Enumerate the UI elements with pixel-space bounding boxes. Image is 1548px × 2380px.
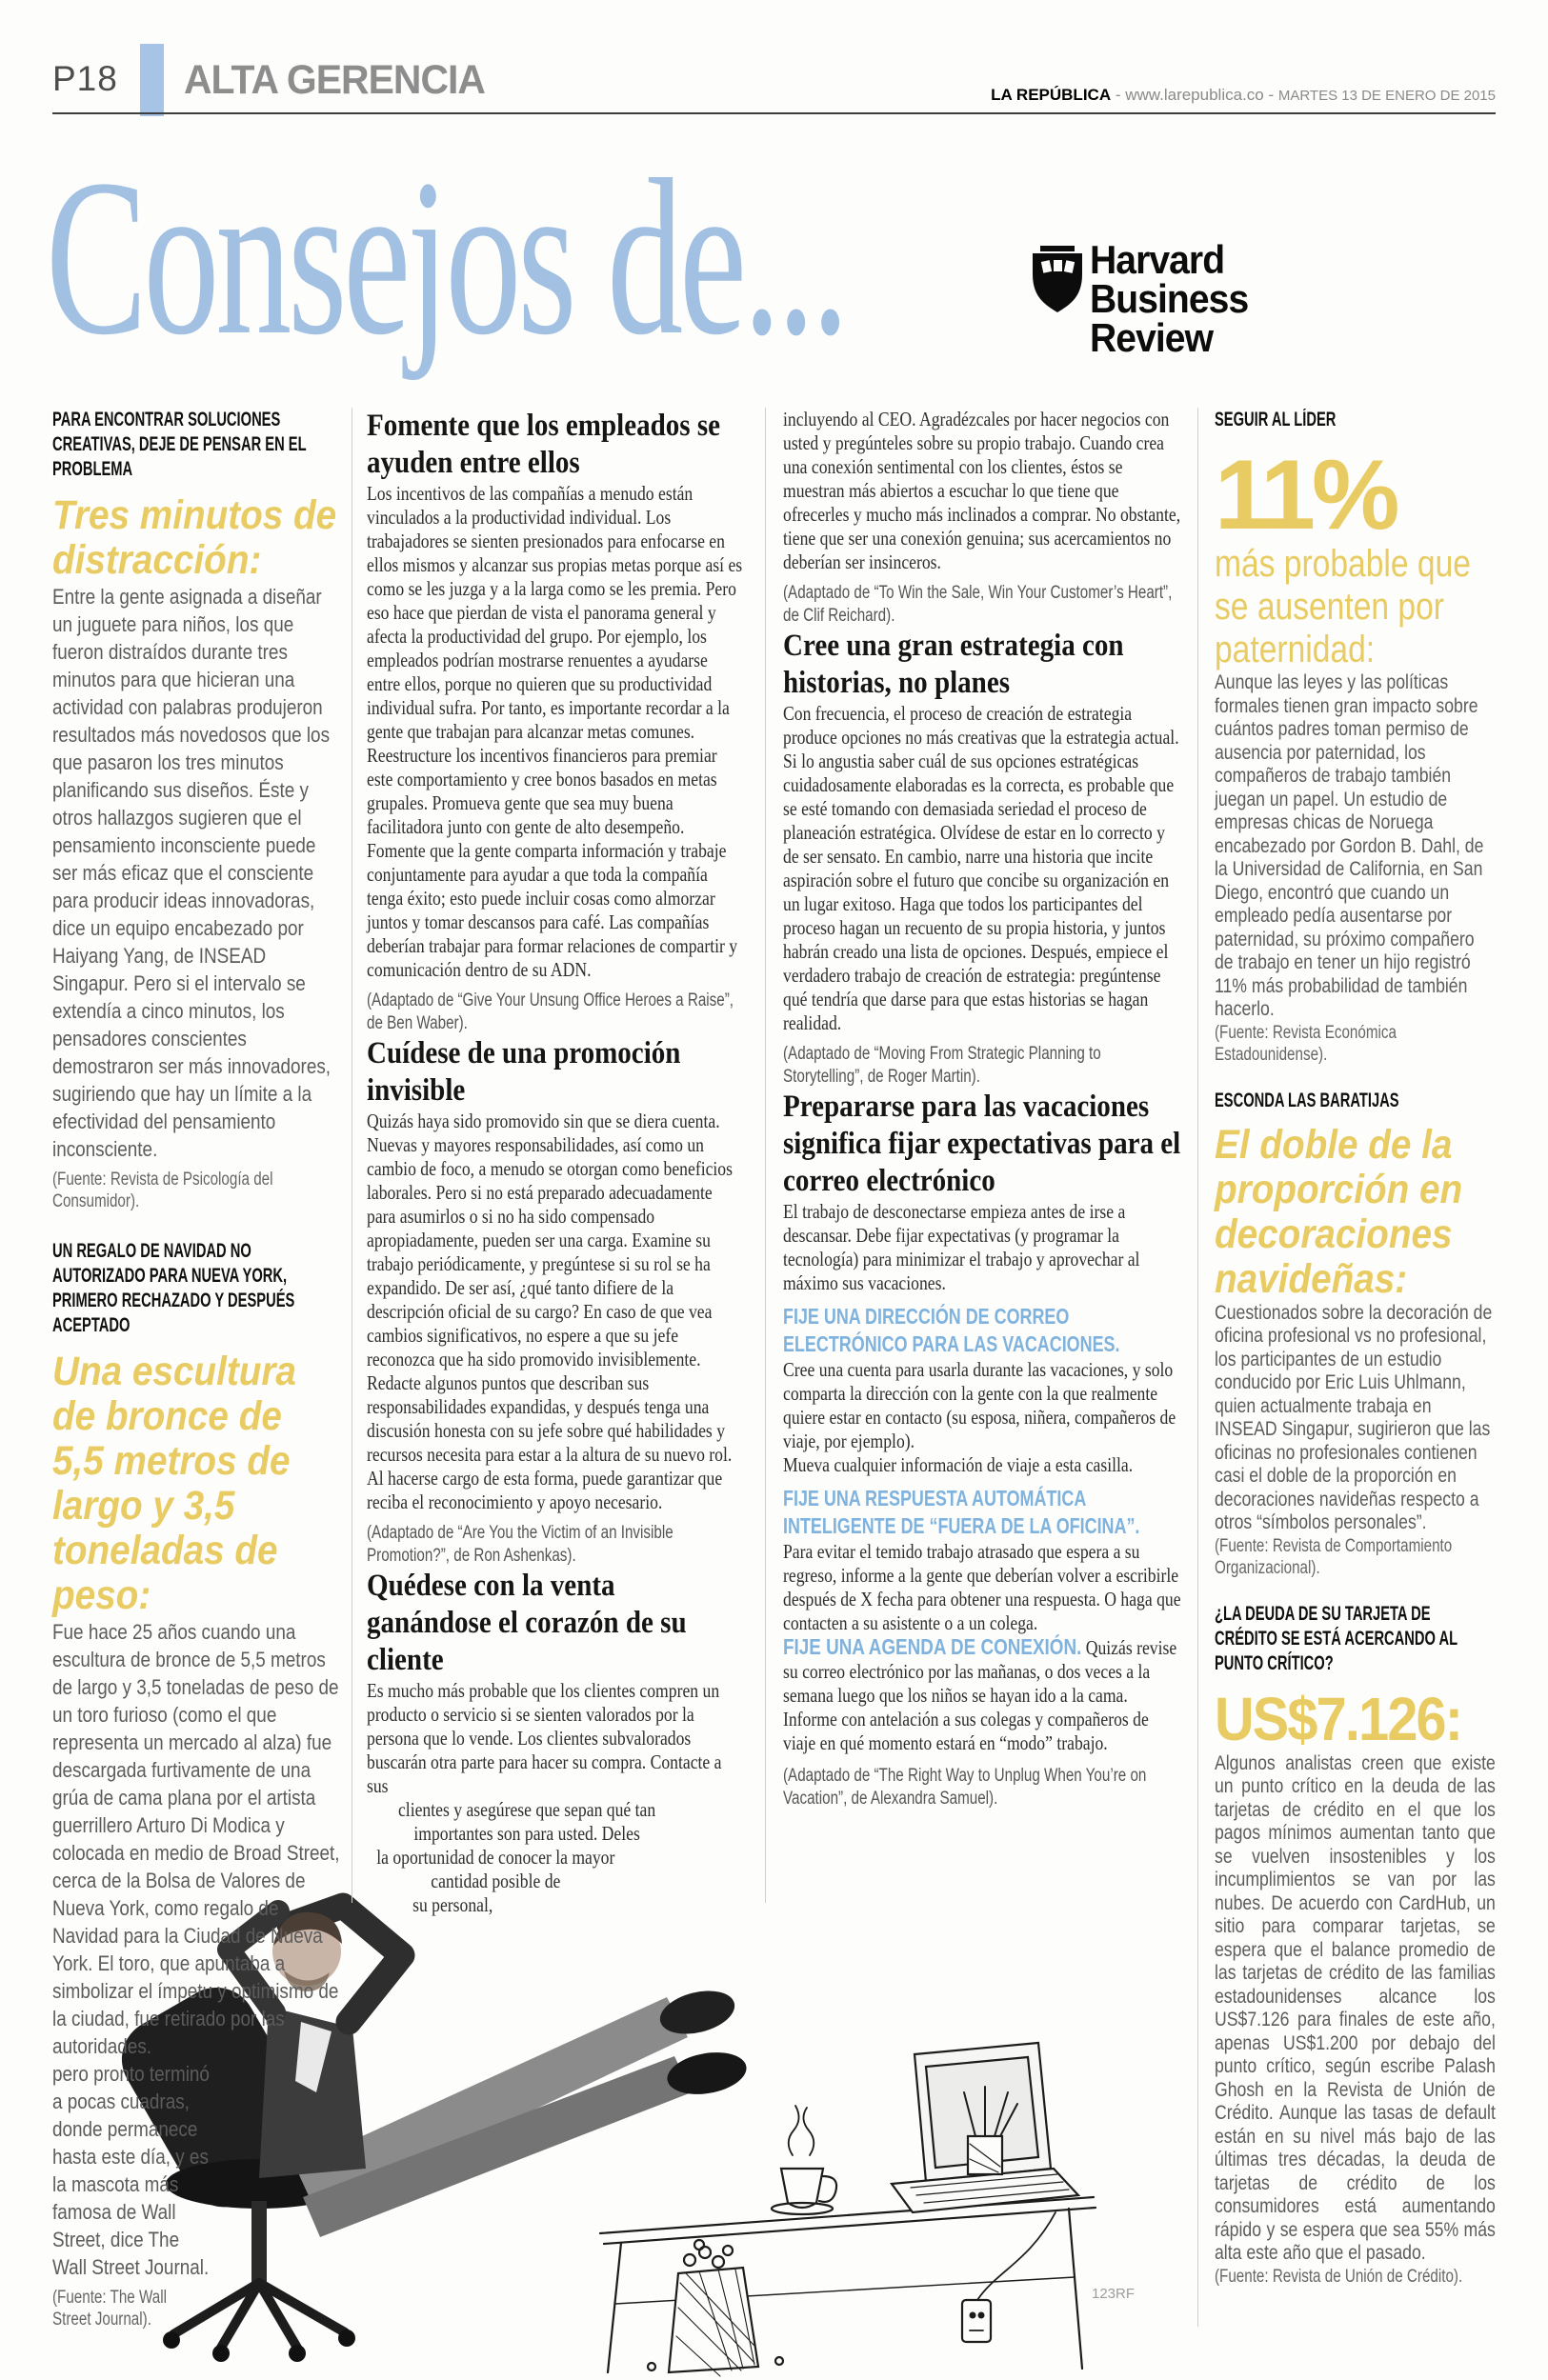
story-subhead: FIJE UNA DIRECCIÓN DE CORREO ELECTRÓNICO PARA LAS VACACIONES. bbox=[783, 1304, 1120, 1356]
story-source: (Fuente: Revista de Comportamiento Organizacional). bbox=[1215, 1535, 1453, 1578]
wastebasket-icon bbox=[648, 2240, 783, 2376]
story-kicker: ¿LA DEUDA DE SU TARJETA DE CRÉDITO SE ESTÁ ACERCANDO AL PUNTO CRÍTICO? bbox=[1215, 1602, 1458, 1674]
column-3 bbox=[783, 408, 1181, 1810]
story-credit: (Adaptado de “Give Your Unsung Office Heroes a Raise”, de Ben Waber). bbox=[367, 990, 734, 1033]
story-headline: Cuídese de una promoción invisible bbox=[367, 1036, 681, 1108]
story-body-wrapped: su personal, bbox=[412, 1893, 493, 1916]
story-headline: Quédese con la venta ganándose el corazón de su cliente bbox=[367, 1569, 687, 1677]
column-2 bbox=[367, 408, 743, 1917]
story-kicker: ESCONDA LAS BARATIJAS bbox=[1215, 1089, 1399, 1111]
story-body: Algunos analistas creen que existe un punto crítico en la deuda de las tarjetas de crédito en el que los pagos mínimos aumentan tanto que se vuelven insostenibles y los incumplimientos se van por las nubes. De acuerdo con CardHub, un sitio para comparar tarjetas, se espera que el balance promedio de las tarjetas de crédito de las familias estadounidenses alcance los US$7.126 para finales de este año, apenas US$1.200 por debajo del punto crítico, según escribe Palash Ghosh en la Revista de Unión de Crédito. Aunque las tasas de default están en su nivel más bajo de las últimas tres décadas, la deuda de tarjetas de crédito de los consumidores está aumentando rápido y se espera que sea 55% más alta este año que el pasado. bbox=[1215, 1751, 1496, 2264]
story-headline: El doble de la proporción en decoraciones navideñas: bbox=[1215, 1121, 1463, 1302]
story-headline: Cree una gran estrategia con historias, no planes bbox=[783, 629, 1124, 700]
story-body-wrapped: la oportunidad de conocer la mayor cantidad posible de bbox=[376, 1846, 615, 1892]
stat-number: 11% bbox=[1215, 440, 1397, 550]
page-number: P18 bbox=[52, 59, 118, 98]
power-outlet-icon bbox=[962, 2212, 1055, 2342]
hbr-line: Review bbox=[1090, 315, 1214, 360]
masthead-separator: - bbox=[1263, 86, 1278, 104]
story-kicker: UN REGALO DE NAVIDAD NO AUTORIZADO PARA NUEVA YORK, PRIMERO RECHAZADO Y DESPUÉS ACEPTADO bbox=[52, 1240, 295, 1336]
column-divider bbox=[1197, 408, 1198, 2327]
story-headline: más probable que se ausenten por paternidad: bbox=[1215, 543, 1471, 670]
story-source: (Fuente: Revista Económica Estadounidense). bbox=[1215, 1022, 1397, 1065]
section-accent-bar bbox=[140, 44, 164, 116]
story-body: Cuestionados sobre la decoración de oficina profesional vs no profesional, los participantes de un estudio conducido por Eric Luis Uhlmann, quien actualmente trabaja en INSEAD Singapur, sugirieron que las oficinas no profesionales contienen casi el doble de la proporción en decoraciones navideñas respecto a otros “símbolos personales”. bbox=[1215, 1301, 1493, 1533]
header-rule bbox=[52, 112, 1496, 114]
story-credit: (Adaptado de “Moving From Strategic Planning to Storytelling”, de Roger Martin). bbox=[783, 1044, 1101, 1087]
page-title: Consejos de... bbox=[46, 133, 846, 381]
story-headline: Fomente que los empleados se ayuden entre ellos bbox=[367, 409, 721, 480]
section-title: ALTA GERENCIA bbox=[184, 57, 485, 103]
story-body: Los incentivos de las compañías a menudo están vinculados a la productividad individual. Los trabajadores se sienten presionados para enfocarse en ellos mismos y alcanzar sus propias metas porque así es como se les juzga y a la larga como se les premia. Pero eso hace que pierdan de vista el panorama general y afecta la productividad del grupo. Por ejemplo, los empleados podrían mostrarse renuentes a ayudarse entre ellos, porque no quieren que su productividad individual sufra. Por tanto, es importante recordar a la gente que trabajan para alcanzar metas comunes. Reestructure los incentivos financieros para premiar este comportamiento y cree bonos basados en metas grupales. Promueva gente que sea muy buena facilitadora junto con gente de alto desempeño. Fomente que la gente comparta información y trabaje conjuntamente para ayudar a que toda la compañía tenga éxito; esto puede incluir cosas como almorzar juntos y tomar descansos para café. Las compañías deberían trabajar para formar relaciones de compartir y comunicación dentro de su ADN. bbox=[367, 482, 743, 981]
story-body: Aunque las leyes y las políticas formales tienen gran impacto sobre cuántos padres toman permiso de ausencia por paternidad, los compañeros de trabajo también juegan un papel. Un estudio de empresas chicas de Noruega encabezado por Gordon B. Dahl, de la Universidad de California, en San Diego, encontró que cuando un empleado pedía ausentarse por paternidad, su próximo compañero de trabajo en tener un hijo registró 11% más probabilidad de también hacerlo. bbox=[1215, 671, 1484, 1020]
hbr-logo-text bbox=[1090, 237, 1249, 360]
story-source: (Fuente: Revista de Unión de Crédito). bbox=[1215, 2266, 1463, 2287]
story-source: (Fuente: Revista de Psicología del Consumidor). bbox=[52, 1170, 273, 1211]
hbr-line: Business bbox=[1090, 276, 1249, 321]
story-source: (Fuente: The Wall Street Journal). bbox=[52, 2288, 167, 2330]
story-intro: El trabajo de desconectarse empieza antes de irse a descansar. Debe fijar expectativas (y programar la tecnología) para minimizar el trabajo y aprovechar al máximo sus vacaciones. bbox=[783, 1200, 1140, 1294]
hbr-line: Harvard bbox=[1090, 237, 1225, 282]
column-1 bbox=[52, 408, 340, 2330]
masthead-separator: - bbox=[1111, 86, 1126, 104]
story-body-wrapped: pero pronto terminó a pocas cuadras, donde permanece hasta este día, y es la mascota más famosa de Wall Street, dice The Wall Street Journal. bbox=[52, 2062, 210, 2279]
paper-name: LA REPÚBLICA bbox=[991, 86, 1112, 104]
coffee-cup-icon bbox=[772, 2106, 836, 2214]
story-body: Es mucho más probable que los clientes compren un producto o servicio si se sienten valorados por la persona que lo vende. Los clientes subvalorados buscarán otra parte para hacer su compra. Contacte a sus bbox=[367, 1679, 722, 1797]
column-4 bbox=[1215, 408, 1496, 2288]
stat-number: US$7.126: bbox=[1215, 1684, 1462, 1753]
story-body: Mueva cualquier información de viaje a esta casilla. bbox=[783, 1453, 1134, 1476]
story-credit: (Adaptado de “The Right Way to Unplug When You’re on Vacation”, de Alexandra Samuel). bbox=[783, 1766, 1147, 1809]
story-subhead-inline: FIJE UNA AGENDA DE CONEXIÓN. bbox=[783, 1634, 1082, 1659]
hbr-shield-icon bbox=[1031, 246, 1084, 314]
story-body: Fue hace 25 años cuando una escultura de bronce de 5,5 metros de largo y 3,5 toneladas de peso de un toro furioso (como el que representa un mercado al alza) fue descargada furtivamente de una grúa de cama plana por el artista guerrillero Arturo Di Modica y colocada en medio de Broad Street, cerca de la Bolsa de Valores de Nueva York, como regalo de Navidad para la Ciudad de Nueva York. El toro, que apuntaba a simbolizar el ímpetu y optimismo de la ciudad, fue retirado por las autoridades. bbox=[52, 1620, 340, 2058]
story-headline: Tres minutos de distracción: bbox=[52, 492, 337, 583]
issue-date: MARTES 13 DE ENERO DE 2015 bbox=[1277, 88, 1496, 104]
stock-credit: 123RF bbox=[1092, 2286, 1136, 2302]
story-headline: Prepararse para las vacaciones significa fijar expectativas para el correo electrónico bbox=[783, 1090, 1181, 1198]
story-kicker: PARA ENCONTRAR SOLUCIONES CREATIVAS, DEJE DE PENSAR EN EL PROBLEMA bbox=[52, 409, 307, 480]
story-body: Quizás haya sido promovido sin que se diera cuenta. Nuevas y mayores responsabilidades, así como un cambio de foco, a menudo se otorgan como beneficios laborales. Pero si no está preparado adecuadamente para asumirlos o si no ha sido compensado apropiadamente, pueden ser una carga. Examine su trabajo periódicamente, y pregúntese si su rol se ha expandido. De ser así, ¿qué tanto difiere de la descripción oficial de su cargo? En caso de que vea cambios significativos, no espere a que su jefe reconozca que ha sido promovido invisiblemente. Redacte algunos puntos que describan sus responsabilidades expandidas, y después tenga una discusión honesta con su jefe sobre qué habilidades y recursos necesita para estar a la altura de su nuevo rol. Al hacerse cargo de esta forma, puede garantizar que reciba el reconocimiento y apoyo necesario. bbox=[367, 1110, 733, 1513]
story-body: Entre la gente asignada a diseñar un juguete para niños, los que fueron distraídos durante tres minutos para que hicieran una actividad con palabras produjeron resultados más novedosos que los que pasaron los tres minutos planificando sus diseños. Éste y otros hallazgos sugieren que el pensamiento inconsciente puede ser más eficaz que el consciente para producir ideas innovadoras, dice un equipo encabezado por Haiyang Yang, de INSEAD Singapur. Pero si el intervalo se extendía a cinco minutos, los pensadores conscientes demostraron ser más innovadores, sugiriendo que hay un límite a la efectividad del pensamiento inconsciente. bbox=[52, 585, 332, 1161]
story-credit: (Adaptado de “To Win the Sale, Win Your Customer’s Heart”, de Clif Reichard). bbox=[783, 583, 1173, 626]
story-body bbox=[783, 1635, 1181, 1755]
column-divider bbox=[765, 408, 766, 1903]
story-body-continued: incluyendo al CEO. Agradézcales por hacer negocios con usted y pregúnteles sobre su propio trabajo. Cuando crea una conexión sentimental con los clientes, éstos se muestran más abiertos a escuchar lo que tiene que ofrecerles y mucho más inclinados a comprar. No obstante, tiene que ser una conexión genuina; sus acercamientos no deberían ser insinceros. bbox=[783, 408, 1181, 573]
story-body-text: Quizás revise su correo electrónico por las mañanas, o dos veces a la semana luego que los niños se hayan ido a la cama. Informe con antelación a sus colegas y compañeros de viaje en qué momento estará en “modo” trabajo. bbox=[783, 1636, 1177, 1754]
masthead bbox=[991, 86, 1496, 105]
story-body: Para evitar el temido trabajo atrasado que espera a su regreso, informe a la gente que deberían volver a escribirle después de X fecha para obtener una respuesta. O haga que contacten a su asistente o a un colega. bbox=[783, 1540, 1181, 1634]
paper-url: www.larepublica.co bbox=[1125, 86, 1264, 104]
story-kicker: SEGUIR AL LÍDER bbox=[1215, 409, 1337, 430]
story-body: Cree una cuenta para usarla durante las vacaciones, y solo comparta la dirección con la gente con la que realmente quiere estar en contacto (su esposa, niñera, compañeros de viaje, por ejemplo). bbox=[783, 1358, 1176, 1452]
story-credit: (Adaptado de “Are You the Victim of an Invisible Promotion?”, de Ron Ashenkas). bbox=[367, 1523, 673, 1566]
story-headline: Una escultura de bronce de 5,5 metros de largo y 3,5 toneladas de peso: bbox=[52, 1349, 296, 1618]
story-body-wrapped: clientes y asegúrese que sepan qué tan importantes son para usted. Deles bbox=[397, 1798, 656, 1845]
story-body: Con frecuencia, el proceso de creación de estrategia produce opciones no más creativas que la estrategia actual. Si lo angustia saber cuál de sus opciones estratégicas cuidadosamente elaboradas es la correcta, es probable que se esté tomando con demasiada seriedad el proceso de planeación estratégica. Olvídese de estar en lo correcto y de ser sensato. En cambio, narre una historia que incite aspiración sobre el futuro que concibe su organización en un lugar exitoso. Haga que todos los participantes del proceso hagan un recuento de su propia historia, y juntos habrán creado una lista de opciones. Después, empiece el verdadero trabajo de creación de estrategia: pregúntense qué tendría que darse para que estas historias se hagan realidad. bbox=[783, 702, 1179, 1034]
story-subhead: FIJE UNA RESPUESTA AUTOMÁTICA INTELIGENTE DE “FUERA DE LA OFICINA”. bbox=[783, 1486, 1140, 1538]
